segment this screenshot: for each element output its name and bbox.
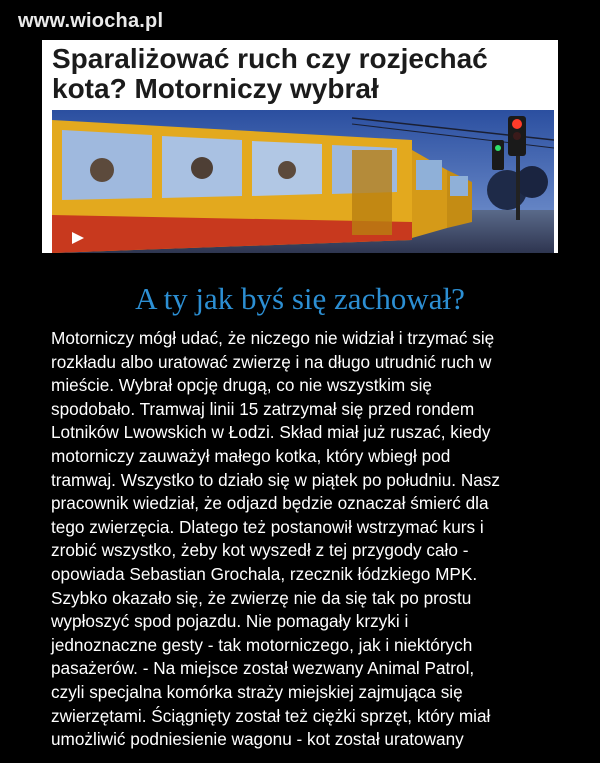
article-headline — [52, 44, 548, 104]
body-line: rozkładu albo uratować zwierzę i na długo utrudnić ruch w — [51, 351, 492, 372]
body-line: jednoznaczne gesty - tak motorniczego, jak i niektórych — [51, 634, 473, 655]
site-watermark: www.wiocha.pl — [18, 10, 164, 32]
body-line: czyli specjalna komórka straży miejskiej zajmująca się — [51, 681, 463, 702]
body-line: pasażerów. - Na miejsce został wezwany Animal Patrol, — [51, 658, 475, 679]
body-line: wypłoszyć spod pojazdu. Nie pomagały krzyki i — [51, 611, 409, 632]
article-card — [42, 40, 558, 253]
body-line: pracownik wiedział, że odjazd będzie oznaczał śmierć dla — [51, 493, 489, 514]
body-line: spodobało. Tramwaj linii 15 zatrzymał się przed rondem — [51, 398, 475, 419]
body-line: Lotników Lwowskich w Łodzi. Skład miał już ruszać, kiedy — [51, 422, 491, 443]
body-line: zrobić wszystko, żeby kot wyszedł z tej przygody cało - — [51, 540, 469, 561]
body-line: Szybko okazało się, że zwierzę nie da się tak po prostu — [51, 587, 472, 608]
body-line: umożliwić podniesienie wagonu - kot został uratowany — [51, 729, 464, 750]
tram-scene-image — [52, 110, 554, 253]
headline-line-1: Sparaliżować ruch czy rozjechać — [52, 43, 488, 74]
article-body — [51, 327, 561, 752]
video-thumbnail[interactable] — [52, 110, 554, 253]
body-line: opowiada Sebastian Grochala, rzecznik łódzkiego MPK. — [51, 563, 478, 584]
body-line: mieście. Wybrał opcję drugą, co nie wszystkim się — [51, 375, 432, 396]
body-line: tramwaj. Wszystko to działo się w piątek po południu. Nasz — [51, 469, 500, 490]
headline-line-2: kota? Motorniczy wybrał — [52, 73, 379, 104]
body-line: zwierzętami. Ściągnięty został też ciężki sprzęt, który miał — [51, 705, 491, 726]
question-heading: A ty jak byś się zachował? — [135, 281, 465, 316]
body-line: motorniczy zauważył małego kotka, który wbiegł pod — [51, 445, 451, 466]
body-line: tego zwierzęcia. Dlatego też postanowił wstrzymać kurs i — [51, 516, 484, 537]
body-line: Motorniczy mógł udać, że niczego nie widział i trzymać się — [51, 328, 495, 348]
play-icon[interactable] — [72, 232, 84, 244]
